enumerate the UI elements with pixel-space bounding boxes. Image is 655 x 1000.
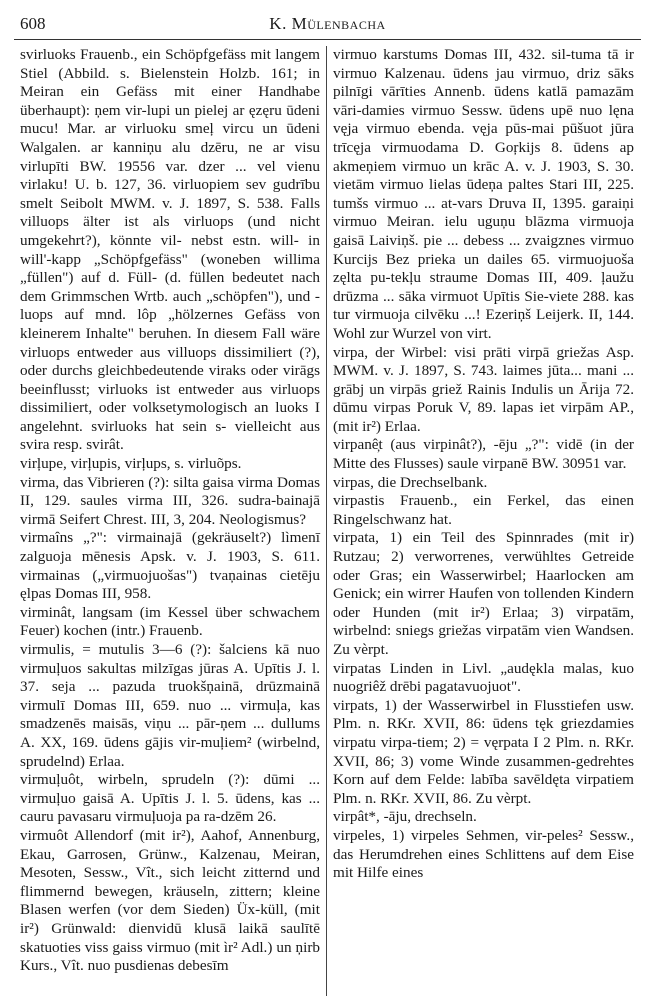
- entry-virmains: virmaîns „?": virmainajā (gekräuselt?) lìmenī zalguoja mēnesis Apsk. v. J. 1903, S. 611. virmainas („virmuojuošas") tvaņainas cietēju ęlpas Domas III, 958.: [20, 529, 320, 603]
- entry-virpat: virpât*, -āju, drechseln.: [333, 808, 477, 826]
- columns: [14, 46, 641, 996]
- entry-virpastis: virpastis Frauenb., ein Ferkel, das einen Ringelschwanz hat.: [333, 492, 634, 528]
- entry-virmuot: virmuôt Allendorf (mit ir²), Aahof, Annenburg, Ekau, Garrosen, Grünw., Kalzenau, Meiran, Mesoten, Sessw., Vît., sich leicht zitternd und flimmernd bewegen, kräuseln, zittern; kleine Blasen werfen (vor dem Sieden) Üx-küll, (mit ir²) Grünwald: dienvidū klusā laikā saulītē skatuoties viss gaiss virmuo (mit ìr² Adl.) un ņirb Kurs., Vît. nuo pusdienas debesīm: [20, 826, 320, 975]
- entry-virmuluot: virmuļuôt, wirbeln, sprudeln (?): dūmi ... virmuļuo gaisā A. Upītis J. l. 5. ūdens, kas ... cauru pavasaru virmuļuoja pa ra-dzēm 26.: [20, 771, 320, 826]
- entry-virmuot-cont: virmuo karstums Domas III, 432. sil-tuma tā ir virmuo Kalzenau. ūdens jau virmuo, driz sāks pilnīgi vārīties Annenb. ūdens katlā pamazām vāri-damies virmuo Sessw. ūdens upē nuo lęna vęja virmuo ebenda. vęja pūs-mai pūšuot jūra trīcęja virmuodama D. Goŗkijs 8. ūdens ap akmeņiem virmuo un krāc A. v. J. 1903, S. 30. vietām virmuo lielas ūdeņa paltes Stari III, 225. tumšs virmuo ... at-vars Druva II, 1395. garaiņi virmuo Meiran. ielu uguņu blāzma virmuoja gaisā Laiviņš. pie ... debess ... zvaigznes virmuo Kurcijs Bez prieka un dailes 65. virmuojuoša zęlta pu-tekļu straume Domas III, 409. ļaužu drūzma ... sāka virmuot Upītis Sie-viete 288. kas tur virmuoja cilvēku ...! Ezeriņš Leijerk. II, 144. Wohl zur Wurzel von virt.: [333, 46, 634, 342]
- running-title: K. Mülenbacha: [269, 14, 386, 33]
- entry-virma: virma, das Vibrieren (?): silta gaisa virma Domas II, 129. saules virma III, 326. sudra-bainajā virmā Seifert Chrest. III, 3, 204. Neologismus?: [20, 473, 320, 528]
- entry-svirluoks: svirluoks Frauenb., ein Schöpfgefäss mit langem Stiel (Abbild. s. Bielenstein Holzb. 161; in Meiran ein Gefäss mit einer Handhabe überhaupt): ņem vir-lupi un pielej ar ęzęru ūdeni mucu! Mar. ar virluoku smeļ vircu un ūdeni Walgalen. ar kanniņu alu dzēru, ne ar visu virlupīti BW. 19556 var. dzer ... vel vienu virlaku! U. b. 127, 36. virluopiem sev gudrību smelt Seibolt MWM. v. J. 1897, S. 538. Falls villuops älter ist als virluops (und nicht umgekehrt?), könnte vil- nebst estn. will- in will'-kapp „Schöpfgefäss" (woneben willima „füllen") auf d. Füll- (d. füllen bedeutet nach dem Grimmschen Wrtb. auch „schöpfen"), und -luops auf mnd. lôp „hölzernes Gefäss von kleinerem Inhalte" beruhen. In diesem Fall wäre virluops entweder aus villuops dissimiliert (?), oder durchs gleichbedeutende viraks oder virāgs beeinflusst; virluoks ist entweder aus virluops dissimiliert, oder volksetymologisch an luoks I angelehnt. svirluoks hat sein s- vielleicht aus svira resp. svirât.: [20, 46, 320, 454]
- right-column: [327, 46, 640, 996]
- entry-virpata: virpata, 1) ein Teil des Spinnrades (mit ir) Rutzau; 2) verworrenes, verwühltes Getreide oder Gras; ein Wasserwirbel; Haarlocken am Genick; ein wirrer Haufen von tollenden Kindern oder Hunden (mit ir²) Erlaa; 3) virpatām, wirbelnd: sniegs griežas virpatām vien Wandsen. Zu vèrpt.: [333, 529, 634, 658]
- entry-virpeles: virpeles, 1) virpeles Sehmen, vir-peles² Sessw., das Herumdrehen eines Schlittens auf dem Eise mit Hilfe eines: [333, 826, 634, 882]
- page-number: 608: [20, 14, 46, 33]
- entry-virpats: virpats, 1) der Wasserwirbel in Flusstiefen usw. Plm. n. RKr. XVII, 86: ūdens tęk griezdamies virpatu virpa-tiem; 2) = vęrpata I 2 Plm. n. RKr. XVII, 86; 3) vome Winde zusammen-gedrehtes Korn auf dem Felde: labība savēldęta virpatiem Plm. n. RKr. XVII, 86. Zu vèrpt.: [333, 696, 634, 807]
- entry-virlupe: virļupe, virļupis, virļups, s. virluõps.: [20, 455, 242, 473]
- left-column: [14, 46, 327, 996]
- entry-virpas: virpas, die Drechselbank.: [333, 473, 488, 491]
- entry-virpatas: virpatas Linden in Livl. „audękla malas, kuo nuogriêž drēbi pagatavuojuot".: [333, 659, 634, 696]
- page-header: [14, 14, 641, 40]
- entry-virmulis: virmulis, = mutulis 3—6 (?): šalciens kā nuo virmuļuos sakultas milzīgas jūras A. Upītis J. l. 37. seja ... pazuda truokšņainā, drūzmainā virmulī Domas III, 659. nuo ... virmuļa, kas smadzenēs maisās, viņu ... pār-ņem ... dullums A. XX, 169. ūdens gājis vir-muļiem² (wirbelnd, sprudelnd) Erlaa.: [20, 641, 320, 770]
- entry-virpanet: virpanê̦t (aus virpinât?), -ēju „?": vidē (in der Mitte des Flusses) saule virpanē BW. 30951 var.: [333, 436, 634, 473]
- entry-virpa: virpa, der Wirbel: visi prāti virpā griežas Asp. MWM. v. J. 1897, S. 743. laimes jūta... mani ... grābj un virpās griež Rainis Indulis un Ārija 72. dūmu virpas Poruk V, 89. lapas iet virpām AP., (mit ir²) Erlaa.: [333, 343, 634, 435]
- entry-virminat: virminât, langsam (im Kessel über schwachem Feuer) kochen (intr.) Frauenb.: [20, 603, 320, 640]
